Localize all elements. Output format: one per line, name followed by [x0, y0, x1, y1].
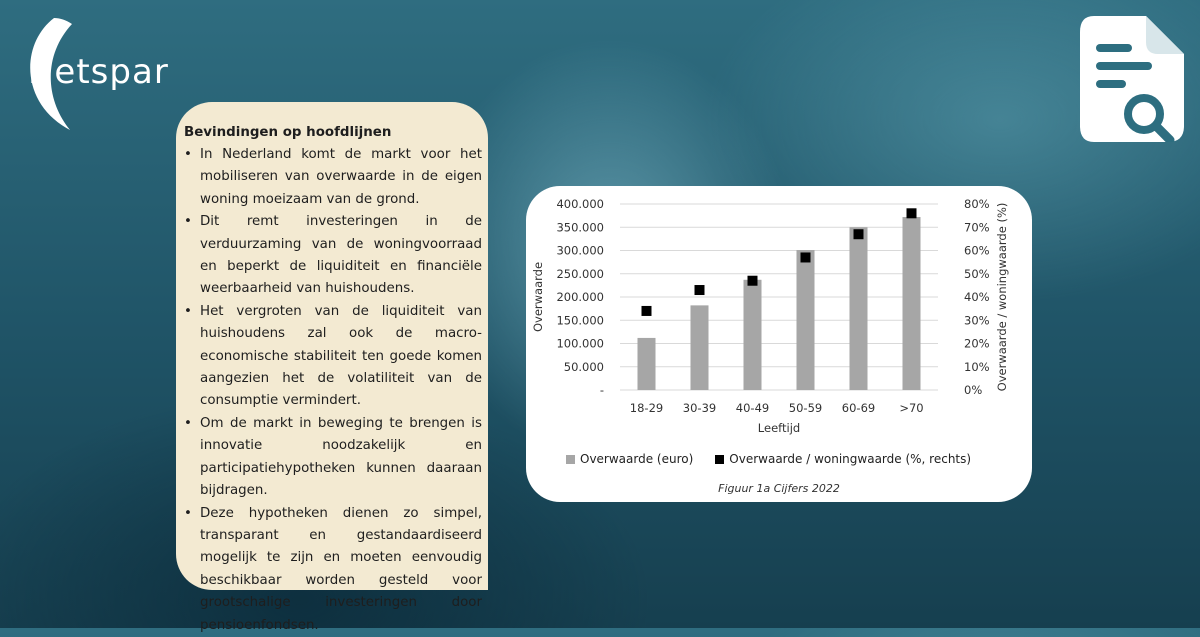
bullet: • — [184, 303, 192, 319]
legend-label: Overwaarde / woningwaarde (%, rechts) — [729, 452, 972, 466]
bar — [797, 250, 815, 390]
y-tick-label: 100.000 — [556, 336, 604, 351]
y2-tick-label: 80% — [964, 197, 990, 211]
x-tick-label: 50-59 — [788, 401, 823, 415]
x-tick-label: 40-49 — [735, 401, 770, 415]
legend-swatch-marker — [715, 455, 724, 464]
y-tick-label: 50.000 — [563, 359, 604, 374]
y-tick-label: 300.000 — [556, 243, 604, 258]
y-tick-label: 250.000 — [556, 266, 604, 281]
findings-title: Bevindingen op hoofdlijnen — [184, 125, 392, 140]
x-tick-label: >70 — [899, 401, 924, 415]
legend-label: Overwaarde (euro) — [580, 452, 694, 466]
bullet: • — [184, 214, 192, 230]
y-tick-label: - — [599, 383, 604, 397]
bar — [850, 227, 868, 390]
x-axis-label: Leeftijd — [757, 421, 801, 435]
bullet: • — [184, 415, 192, 431]
finding-text: In Nederland komt de markt voor het mobiliseren van overwaarde in de eigen woning moeizaam van de grond. — [200, 147, 482, 207]
brand-name: Netspar — [28, 52, 169, 92]
marker-point — [801, 252, 811, 262]
y2-tick-label: 20% — [964, 336, 990, 351]
y-tick-label: 150.000 — [556, 313, 604, 328]
bullet: • — [184, 505, 192, 521]
finding-text: Om de markt in beweging te brengen is innovatie noodzakelijk en participatiehypotheken kunnen daaraan bijdragen. — [200, 415, 482, 499]
marker-point — [695, 285, 705, 295]
findings-panel — [176, 102, 488, 633]
list-item — [184, 301, 482, 413]
bar — [691, 305, 709, 390]
bullet: • — [184, 147, 192, 162]
chart-caption: Figuur 1a Cijfers 2022 — [718, 482, 840, 495]
x-tick-label: 18-29 — [629, 401, 664, 415]
marker-point — [748, 276, 758, 286]
y2-tick-label: 60% — [964, 243, 990, 258]
y-tick-label: 200.000 — [556, 290, 604, 304]
list-item — [184, 413, 482, 503]
bar — [744, 280, 762, 390]
document-search-icon[interactable] — [1080, 16, 1184, 142]
chart-card — [526, 186, 1032, 502]
list-item — [184, 503, 482, 637]
y2-tick-label: 0% — [964, 383, 983, 397]
y-tick-label: 400.000 — [556, 197, 604, 211]
list-item — [184, 144, 482, 211]
y-tick-label: 350.000 — [556, 220, 604, 235]
marker-point — [907, 208, 917, 218]
x-tick-label: 60-69 — [841, 401, 876, 415]
findings-list — [184, 144, 482, 637]
y2-tick-label: 10% — [964, 359, 990, 374]
y2-tick-label: 30% — [964, 313, 990, 328]
x-tick-label: 30-39 — [682, 401, 717, 415]
y2-tick-label: 70% — [964, 220, 990, 235]
y2-axis-label: Overwaarde / woningwaarde (%) — [995, 202, 1009, 392]
finding-text: Het vergroten van de liquiditeit van huishoudens zal ook de macro-economische stabiliteit ten goede komen aangezien het de volatiliteit van de consumptie vermindert. — [200, 303, 482, 409]
list-item — [184, 211, 482, 301]
finding-text: Deze hypotheken dienen zo simpel, transparant en gestandaardiseerd mogelijk te zijn en moeten eenvoudig beschikbaar worden gesteld voor grootschalige investeringen door pensioenfondsen. — [200, 505, 482, 633]
bar — [903, 217, 921, 390]
legend-item-marker — [715, 452, 971, 466]
marker-point — [642, 306, 652, 316]
y2-tick-label: 40% — [964, 290, 990, 304]
y-axis-label: Overwaarde — [531, 261, 545, 333]
y2-tick-label: 50% — [964, 266, 990, 281]
legend-item-bar — [566, 452, 693, 466]
legend-swatch-bar — [566, 455, 575, 464]
finding-text: Dit remt investeringen in de verduurzaming van de woningvoorraad en beperkt de liquiditeit en financiële weerbaarheid van huishoudens. — [200, 214, 482, 297]
chart-legend — [566, 452, 971, 466]
bar — [638, 338, 656, 390]
marker-point — [854, 229, 864, 239]
